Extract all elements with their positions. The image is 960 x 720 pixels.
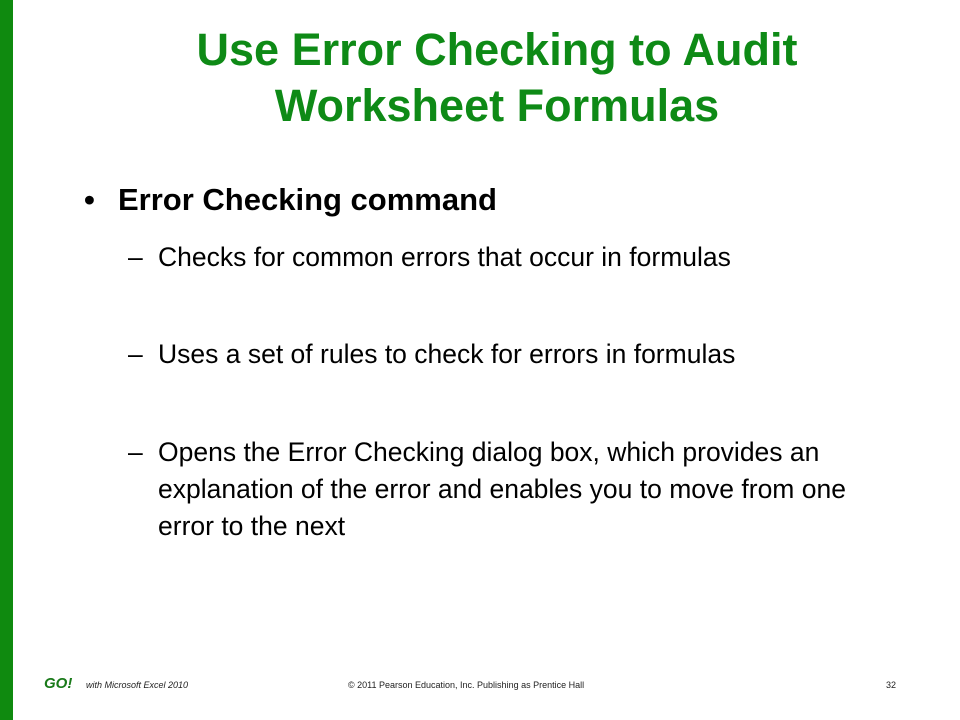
- sub-bullet-text: Opens the Error Checking dialog box, which provides an explanation of the error and enables you to move from one error to the next: [158, 437, 846, 541]
- bullet-dot-icon: •: [84, 182, 95, 217]
- left-accent-bar: [0, 0, 13, 720]
- main-bullet-text: Error Checking command: [118, 182, 497, 217]
- dash-icon: –: [128, 437, 143, 467]
- slide-title: [62, 22, 932, 134]
- slide-title-line-2: Worksheet Formulas: [274, 80, 720, 131]
- sub-bullet-3: [128, 434, 898, 545]
- slide-title-line-1: Use Error Checking to Audit: [196, 24, 798, 75]
- go-logo: GO!: [44, 675, 73, 692]
- page-number: 32: [886, 680, 897, 690]
- main-bullet: [84, 178, 904, 222]
- product-label: with Microsoft Excel 2010: [86, 680, 189, 690]
- slide-footer: [0, 675, 960, 695]
- sub-bullet-1: [128, 239, 898, 276]
- sub-bullet-text: Checks for common errors that occur in formulas: [158, 242, 731, 272]
- sub-bullet-2: [128, 336, 898, 373]
- copyright-text: © 2011 Pearson Education, Inc. Publishing as Prentice Hall: [348, 680, 585, 690]
- dash-icon: –: [128, 242, 143, 272]
- sub-bullet-text: Uses a set of rules to check for errors in formulas: [158, 339, 736, 369]
- dash-icon: –: [128, 339, 143, 369]
